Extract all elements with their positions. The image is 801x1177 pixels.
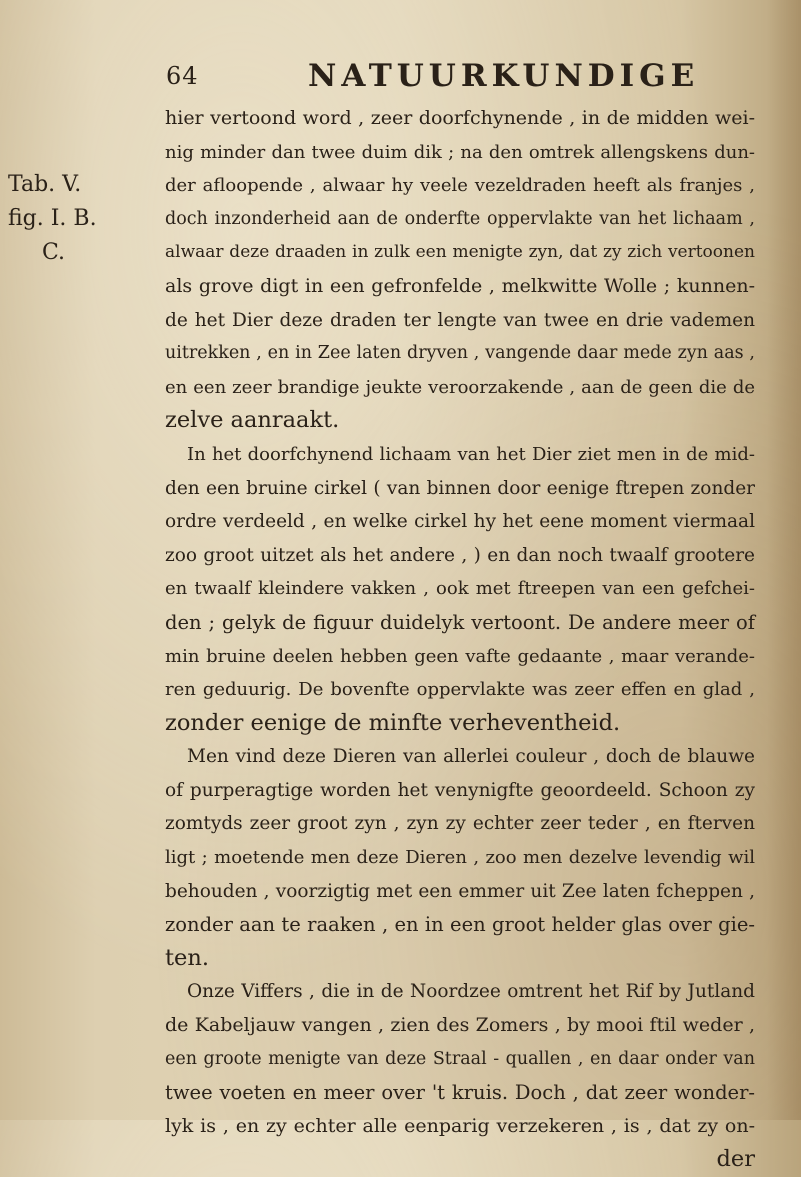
margin-note-plate: Tab. V. — [8, 172, 82, 197]
text-line: In het doorfchynend lichaam van het Dier ziet men in de mid- — [187, 443, 755, 465]
margin-note-figure-c: C. — [42, 240, 66, 265]
text-line: doch inzonderheid aan de onderfte oppervlakte van het lichaam , — [165, 208, 755, 229]
text-line: Onze Viffers , die in de Noordzee omtrent het Rif by Jutland — [187, 981, 755, 1003]
text-line: alwaar deze draaden in zulk een menigte zyn, dat zy zich vertoonen — [165, 242, 755, 263]
text-line: nig minder dan twee duim dik ; na den omtrek allengskens dun- — [165, 141, 755, 163]
running-head: NATUURKUNDIGE — [308, 58, 700, 94]
text-line: zomtyds zeer groot zyn , zyn zy echter zeer teder , en fterven — [165, 813, 755, 835]
text-line: zonder aan te raaken , en in een groot helder glas over gie- — [165, 913, 755, 937]
text-line: den een bruine cirkel ( van binnen door eenige ftrepen zonder — [165, 477, 755, 499]
text-line: zelve aanraakt. — [165, 407, 340, 434]
text-line: ligt ; moetende men deze Dieren , zoo men dezelve levendig wil — [165, 847, 755, 869]
body-text — [165, 102, 755, 1177]
text-line: den ; gelyk de figuur duidelyk vertoont. De andere meer of — [165, 610, 755, 634]
text-line: twee voeten en meer over 't kruis. Doch , dat zeer wonder- — [165, 1081, 755, 1105]
text-line: behouden , voorzigtig met een emmer uit Zee laten fcheppen , — [165, 880, 755, 902]
text-line: uitrekken , en in Zee laten dryven , vangende daar mede zyn aas , — [165, 343, 755, 364]
margin-notes — [8, 168, 158, 270]
page-edge-shadow — [767, 0, 801, 1120]
text-line: min bruine deelen hebben geen vafte gedaante , maar verande- — [165, 645, 755, 667]
text-line: en twaalf kleindere vakken , ook met ftreepen van een gefchei- — [165, 578, 755, 600]
text-line: een groote menigte van deze Straal - quallen , en daar onder van — [165, 1048, 755, 1069]
catchword: der — [716, 1146, 755, 1173]
text-line: ten. — [165, 944, 210, 971]
text-line: der afloopende , alwaar hy veele vezeldraden heeft als franjes , — [165, 175, 755, 197]
text-line: als grove digt in een gefronfelde , melkwitte Wolle ; kunnen- — [165, 274, 755, 297]
text-line: ordre verdeeld , en welke cirkel hy het eene moment viermaal — [165, 511, 755, 533]
text-line: hier vertoond word , zeer doorfchynende , in de midden wei- — [165, 107, 755, 129]
page-number: 64 — [166, 62, 199, 90]
text-line: zoo groot uitzet als het andere , ) en dan noch twaalf grootere — [165, 544, 755, 566]
text-line: lyk is , en zy echter alle eenparig verzekeren , is , dat zy on- — [165, 1114, 755, 1137]
margin-note-figure: fig. I. B. — [8, 206, 97, 231]
text-line: en een zeer brandige jeukte veroorzakende , aan de geen die de — [165, 376, 755, 398]
text-line: ren geduurig. De bovenfte oppervlakte was zeer effen en glad , — [165, 679, 755, 701]
text-line: of purperagtige worden het venynigfte geoordeeld. Schoon zy — [165, 779, 755, 801]
text-line: de Kabeljauw vangen , zien des Zomers , by mooi ftil weder , — [165, 1014, 755, 1037]
text-line: zonder eenige de minfte verheventheid. — [165, 709, 621, 736]
text-line: Men vind deze Dieren van allerlei couleur , doch de blauwe — [187, 746, 755, 768]
page-header — [158, 58, 758, 98]
text-line: de het Dier deze draden ter lengte van twee en drie vademen — [165, 309, 755, 331]
